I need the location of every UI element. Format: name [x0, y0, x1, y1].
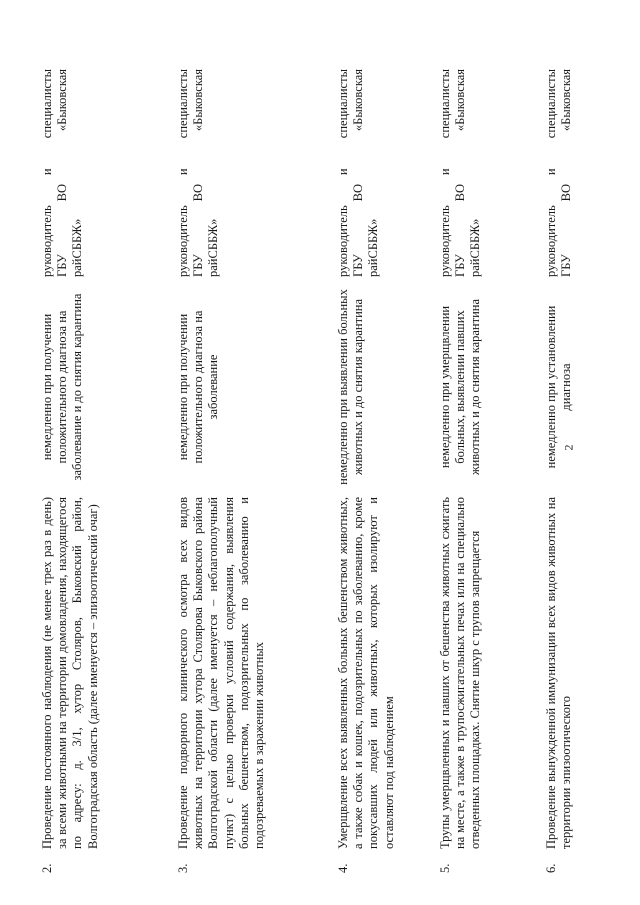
page-number: 2	[561, 444, 576, 451]
resp-region: ВО	[559, 183, 574, 202]
resp-specialists: специалисты	[176, 69, 190, 139]
resp-role: руководитель	[544, 205, 558, 277]
resp-specialists: специалисты	[438, 69, 452, 139]
row-term: немедленно при умерщвлении больных, выявлении павших животных и до снятия карантина	[438, 298, 483, 476]
resp-role: руководитель	[176, 205, 190, 277]
resp-and: и	[176, 168, 190, 176]
resp-org: ГБУ	[191, 254, 206, 277]
resp-region: ВО	[453, 183, 468, 202]
resp-region: ВО	[351, 183, 366, 202]
resp-and: и	[544, 168, 558, 176]
row-responsible	[40, 69, 86, 277]
resp-org: ГБУ	[453, 254, 468, 277]
row-number: 6.	[544, 863, 558, 873]
resp-specialists: специалисты	[40, 69, 54, 139]
row-responsible	[544, 69, 574, 277]
row-term: немедленно при получении положительного диагноза на заболевание	[176, 310, 221, 464]
resp-and: и	[40, 168, 54, 176]
resp-org: ГБУ	[559, 254, 574, 277]
resp-org-name: «Быковская	[559, 69, 574, 132]
row-number: 4.	[336, 863, 350, 873]
resp-and: и	[438, 168, 452, 176]
row-description: Трупы умерщвленных и павших от бешенства животных сжигать на месте, а также в трупосжигательных печах или на специально отведенных площадках. Снятие шкур с трупов запрещается	[438, 497, 483, 849]
resp-org: ГБУ	[55, 254, 70, 277]
resp-org-suffix: райСББЖ»	[70, 218, 85, 277]
row-description: Проведение подворного клинического осмотра всех видов животных на территории хутора Столярова Быковского района Волгоградской области (далее именуется – неблагополучный пункт) с целью проверки условий содержания, выявления больных бешенством, подозрительных по заболеванию и подозреваемых в заражении животных	[176, 497, 267, 849]
resp-org-suffix: райСББЖ»	[468, 218, 483, 277]
row-description: Умерщвление всех выявленных больных бешенством животных, а также собак и кошек, подозрительных по заболеванию, кроме покусавших людей или животных, которых изолируют и оставляют под наблюдением	[336, 497, 396, 849]
row-term: немедленно при установлении диагноза	[544, 305, 574, 469]
resp-org-suffix: райСББЖ»	[366, 218, 381, 277]
resp-and: и	[336, 168, 350, 176]
resp-org-name: «Быковская	[453, 69, 468, 132]
resp-region: ВО	[191, 183, 206, 202]
resp-org-name: «Быковская	[351, 69, 366, 132]
resp-org-name: «Быковская	[191, 69, 206, 132]
row-description: Проведение вынужденной иммунизации всех видов животных на территории эпизоотического	[544, 497, 574, 849]
resp-specialists: специалисты	[544, 69, 558, 139]
row-description: Проведение постоянного наблюдения (не менее трех раз в день) за всеми животными на территории домовладения, находящегося по адресу: д. 3/1, хутор Столяров, Быковский район, Волгоградская область (далее именуется – эпизоотический очаг)	[40, 497, 100, 849]
row-term: немедленно при выявлении больных животных и до снятия карантина	[336, 289, 366, 485]
resp-region: ВО	[55, 183, 70, 202]
resp-specialists: специалисты	[336, 69, 350, 139]
resp-role: руководитель	[438, 205, 452, 277]
resp-org-suffix: райСББЖ»	[206, 218, 221, 277]
row-number: 5.	[438, 863, 452, 873]
row-responsible	[336, 69, 382, 277]
resp-org-name: «Быковская	[55, 69, 70, 132]
row-term: немедленно при получении положительного диагноза на заболевание и до снятия карантина	[40, 293, 85, 481]
resp-org: ГБУ	[351, 254, 366, 277]
resp-role: руководитель	[336, 205, 350, 277]
row-responsible	[438, 69, 484, 277]
row-number: 2.	[40, 863, 54, 873]
row-number: 3.	[176, 863, 190, 873]
resp-role: руководитель	[40, 205, 54, 277]
row-responsible	[176, 69, 222, 277]
